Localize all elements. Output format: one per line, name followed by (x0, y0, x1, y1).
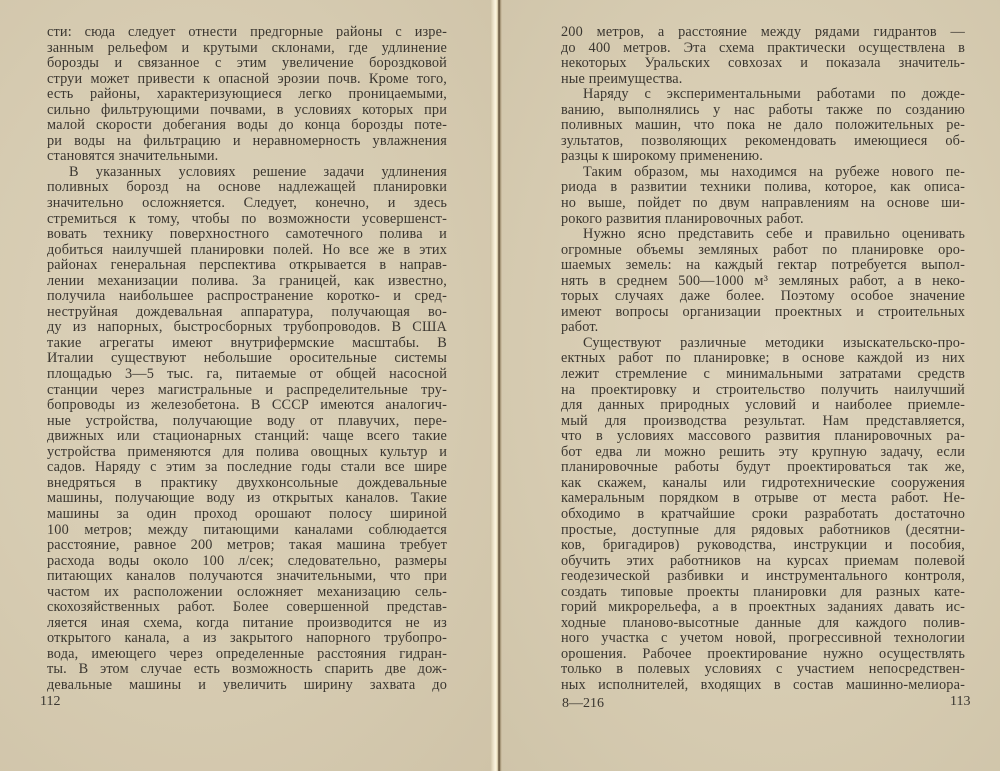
text-line: Италии существуют небольшие оросительные системы (47, 350, 447, 367)
right-page-text (561, 25, 965, 694)
text-line: обходимо в кратчайшие сроки разработать достаточно (561, 505, 965, 522)
text-line: скохозяйственных работ. Более совершенной представ- (47, 599, 447, 616)
text-line: риода в развитии техники полива, которое, как описа- (561, 179, 965, 196)
page-number-left: 112 (40, 694, 61, 709)
text-line: расстояние, равное 200 метров; такая машина требует (47, 537, 447, 554)
text-line: горий микрорельефа, а в проектных заданиях давать ис- (561, 599, 965, 616)
text-line: ные устройства, получающие воду от плавучих, пере- (47, 412, 447, 429)
text-line: добиться наилучшей планировки полей. Но все же в этих (47, 241, 447, 258)
text-line: для данных природных условий и наиболее приемле- (561, 397, 965, 414)
text-line: ного участка с учетом новой, прогрессивной технологии (561, 630, 965, 647)
text-line: получила наибольшее распространение коротко- и сред- (47, 288, 447, 305)
text-line: сти: сюда следует отнести предгорные районы с изре- (47, 24, 447, 40)
text-line: разцы к широкому применению. (561, 148, 763, 165)
text-line: геодезической разбивки и инструментального контроля, (561, 568, 965, 585)
text-line: простые, доступные для рядовых работников (десятни- (561, 521, 965, 538)
text-line: нять в среднем 500—1000 м³ земляных работ, а в неко- (561, 272, 965, 289)
left-page (0, 0, 495, 771)
text-line: ванию, выполнялись у нас работы также по созданию (561, 101, 965, 118)
text-line: такие агрегаты имеют внутрифермские масштабы. В (47, 334, 447, 351)
left-page-text (47, 25, 447, 694)
text-line: ные преимущества. (561, 70, 683, 87)
text-line: камеральным порядком в отрыве от места работ. Не- (561, 490, 965, 507)
text-line: имеют вопросы организации проектных и строительных (561, 303, 965, 320)
text-line: ходные планово-высотные данные для каждого полив- (561, 614, 965, 631)
text-line: зультатов, позволяющих рекомендовать имеющиеся об- (561, 132, 965, 149)
text-line: садов. Наряду с этим за последние годы стали все шире (47, 459, 447, 476)
text-line: работ. (561, 319, 599, 336)
text-line: планировочные работы будут проектироваться так же, (561, 459, 965, 476)
text-line: машины, получающие воду из открытых каналов. Такие (47, 490, 447, 507)
text-line: бот едва ли можно решить эту крупную задачу, если (561, 443, 965, 460)
text-line: некоторых Уральских совхозах и показала значитель- (561, 55, 965, 72)
text-line: рокого развития планировочных работ. (561, 210, 804, 227)
text-line: мый для производства результат. Нам представляется, (561, 412, 965, 429)
text-line: Нужно ясно представить себе и правильно оценивать (583, 226, 965, 243)
text-line: значительно осложняется. Следует, конечно, и здесь (47, 195, 447, 212)
text-line: ду из напорных, быстросборных трубопроводов. В США (47, 319, 447, 336)
text-line: струи может привести к опасной эрозии почв. Кроме того, (47, 70, 447, 87)
text-line: Существуют различные методики изыскательско-про- (583, 334, 965, 351)
text-line: обучить этих работников на курсах приемам полевой (561, 552, 965, 569)
text-line: малой скорости добегания воды до конца борозды поте- (47, 117, 447, 134)
text-line: частом их расположении осложняет механизацию сель- (47, 583, 447, 600)
text-line: торых случаях даже более. Поэтому особое значение (561, 288, 965, 305)
text-line: орошения. Рабочее проектирование нужно осуществлять (561, 645, 965, 662)
text-line: машины за один проход орошают полосу шириной (47, 505, 447, 522)
text-line: бопроводы из железобетона. В СССР имеются аналогич- (47, 397, 447, 414)
text-line: Таким образом, мы находимся на рубеже нового пе- (583, 163, 965, 180)
text-line: лежит стремление с минимальными затратами средств (561, 366, 965, 383)
text-line: лении механизации полива. За границей, как известно, (47, 272, 447, 289)
text-line: ри воды на фильтрацию и неравномерность увлажнения (47, 132, 447, 149)
signature-mark: 8—216 (562, 696, 604, 711)
text-line: внедряться в практику двухконсольные дождевальные (47, 474, 447, 491)
text-line: на проектировку и строительство получить наилучший (561, 381, 965, 398)
text-line: только в полевых условиях с участием непосредствен- (561, 661, 965, 678)
text-line: движных или стационарных станций: чаще всего такие (47, 428, 447, 445)
text-line: сильно фильтрующими почвами, в условиях которых при (47, 101, 447, 118)
text-line: создать типовые проекты планировки для разных кате- (561, 583, 965, 600)
text-line: устройства применяются для полива овощных культур и (47, 443, 447, 460)
text-line: но выше, пойдет по двум направлениям на основе ши- (561, 195, 965, 212)
text-line: районах генеральная перспектива открывается в направ- (47, 257, 447, 274)
text-line: стремиться к тому, чтобы по возможности усовершенст- (47, 210, 447, 227)
text-line: расхода воды около 100 л/сек; следовательно, размеры (47, 552, 447, 569)
text-line: В указанных условиях решение задачи удлинения (69, 163, 447, 180)
text-line: ков, бригадиров) руководства, инструкции и пособия, (561, 537, 965, 554)
text-line: что в условиях массового развития планировочных ра- (561, 428, 965, 445)
text-line: ектных работ по планировке; в основе каждой из них (561, 350, 965, 367)
text-line: Наряду с экспериментальными работами по дожде- (583, 86, 965, 103)
text-line: огромные объемы земляных работ по планировке оро- (561, 241, 965, 258)
text-line: вовать технику поверхностного самотечного полива и (47, 226, 447, 243)
text-line: есть районы, характеризующиеся легко проницаемыми, (47, 86, 447, 103)
text-line: открытого канала, а из закрытого напорного трубопро- (47, 630, 447, 647)
text-line: 100 метров; между питающими каналами соблюдается (47, 521, 447, 538)
text-line: шаемых земель: на каждый гектар потребуется выпол- (561, 257, 965, 274)
text-line: борозды и связанное с этим увеличение бороздковой (47, 55, 447, 72)
text-line: ных исполнителей, входящих в состав машинно-мелиора- (561, 676, 965, 693)
text-line: поливных машин, что пока не дало положительных ре- (561, 117, 965, 134)
text-line: площадью 3—5 тыс. га, питаемые от общей насосной (47, 366, 447, 383)
text-line: занным рельефом и крутыми склонами, где удлинение (47, 39, 447, 56)
book-spine-gutter (490, 0, 502, 771)
text-line: ляется иная схема, когда питание производится не из (47, 614, 447, 631)
text-line: поливных борозд на основе надлежащей планировки (47, 179, 447, 196)
text-line: неструйная дождевальная аппаратура, получающая во- (47, 303, 447, 320)
text-line: 200 метров, а расстояние между рядами гидрантов — (561, 24, 965, 40)
text-line: вода, имеющего через определенные расстояния гидран- (47, 645, 447, 662)
text-line: станции через магистральные и распределительные тру- (47, 381, 447, 398)
text-line: девальные машины и увеличить ширину захвата до (47, 676, 447, 693)
page-number-right: 113 (950, 694, 971, 709)
text-line: до 400 метров. Эта схема практически осуществлена в (561, 39, 965, 56)
text-line: как скажем, каналы или гидротехнические сооружения (561, 474, 965, 491)
text-line: становятся значительными. (47, 148, 219, 165)
text-line: ты. В этом случае есть возможность спарить две дож- (47, 661, 447, 678)
text-line: питающих каналов получаются значительными, что при (47, 568, 447, 585)
